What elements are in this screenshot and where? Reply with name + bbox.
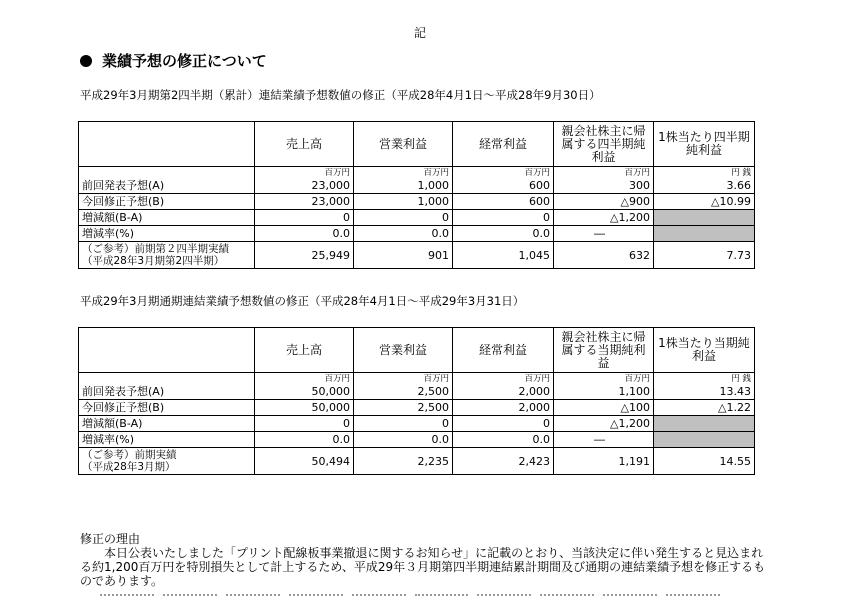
table-row (79, 416, 755, 432)
header-operating-income: 営業利益 (354, 122, 453, 167)
cell: 2,235 (354, 448, 453, 475)
cell: 3.66 (654, 178, 755, 194)
cell: 2,500 (354, 400, 453, 416)
cell: △900 (554, 194, 654, 210)
shaded-cell (654, 210, 755, 226)
row-label: 今回修正予想(B) (79, 400, 255, 416)
row-label: 増減額(B-A) (79, 416, 255, 432)
section-title-text: 業績予想の修正について (102, 52, 267, 70)
unit-blank (79, 167, 255, 179)
cell: 0 (354, 210, 453, 226)
cell: 1,045 (453, 242, 554, 269)
table-row (79, 242, 755, 269)
table-row (79, 226, 755, 242)
cell: 23,000 (255, 178, 354, 194)
cell: 1,100 (554, 384, 654, 400)
shaded-cell (654, 416, 755, 432)
reason-body: 本日公表いたしました「プリント配線板事業撤退に関するお知らせ」に記載のとおり、当該決定に伴い発生すると見込まれる約1,200百万円を特別損失として計上するため、平成29年３月期第四半期連結累計期間及び通期の連結業績予想を修正するものであります。 (80, 546, 766, 588)
cell: 1,191 (554, 448, 654, 475)
table-row (79, 432, 755, 448)
row-label: 増減率(%) (79, 226, 255, 242)
cell: 2,500 (354, 384, 453, 400)
unit-cell: 円 銭 (654, 167, 755, 179)
row-label: 増減額(B-A) (79, 210, 255, 226)
reason-title: 修正の理由 (80, 532, 141, 546)
cropped-next-line (100, 594, 720, 600)
cell: △100 (554, 400, 654, 416)
cell: 0.0 (453, 432, 554, 448)
forecast-table-full-year (78, 327, 755, 475)
header-net-income: 親会社株主に帰属する四半期純利益 (554, 122, 654, 167)
cell: 50,000 (255, 384, 354, 400)
unit-cell: 百万円 (255, 373, 354, 385)
unit-row (79, 373, 755, 385)
header-eps: 1株当たり当期純利益 (654, 328, 755, 373)
cell: 600 (453, 178, 554, 194)
cell: 1,000 (354, 194, 453, 210)
unit-row (79, 167, 755, 179)
header-blank (79, 328, 255, 373)
cell: 0 (354, 416, 453, 432)
header-ordinary-income: 経常利益 (453, 122, 554, 167)
unit-cell: 円 銭 (654, 373, 755, 385)
table-header-row (79, 328, 755, 373)
cell: 0 (453, 210, 554, 226)
cell: 23,000 (255, 194, 354, 210)
row-label-line1: （ご参考）前期第２四半期実績 (82, 243, 229, 255)
unit-cell: 百万円 (453, 373, 554, 385)
table-row (79, 210, 755, 226)
cell: 50,494 (255, 448, 354, 475)
cell: 2,000 (453, 384, 554, 400)
row-label: 増減率(%) (79, 432, 255, 448)
cell: 2,423 (453, 448, 554, 475)
row-label-line2: （平成28年3月期第2四半期） (82, 255, 225, 267)
cell: 0 (255, 210, 354, 226)
cell: 632 (554, 242, 654, 269)
cell: 0.0 (354, 432, 453, 448)
unit-cell: 百万円 (354, 167, 453, 179)
table1-caption: 平成29年3月期第2四半期（累計）連結業績予想数値の修正（平成28年4月1日～平成28年9月30日） (80, 88, 601, 102)
cell: 0.0 (354, 226, 453, 242)
unit-blank (79, 373, 255, 385)
unit-cell: 百万円 (354, 373, 453, 385)
dash-cell: ― (554, 226, 654, 242)
table2-caption: 平成29年3月期通期連結業績予想数値の修正（平成28年4月1日～平成29年3月31日） (80, 294, 525, 308)
table-row (79, 448, 755, 475)
shaded-cell (654, 432, 755, 448)
header-sales: 売上高 (255, 122, 354, 167)
dash-cell: ― (554, 432, 654, 448)
cell: △1,200 (554, 416, 654, 432)
unit-cell: 百万円 (255, 167, 354, 179)
cell: 300 (554, 178, 654, 194)
shaded-cell (654, 226, 755, 242)
table-row (79, 178, 755, 194)
ki-heading: 記 (414, 26, 427, 40)
cropped-previous-line (100, 0, 280, 3)
table-row (79, 194, 755, 210)
row-label: 今回修正予想(B) (79, 194, 255, 210)
cell: 7.73 (654, 242, 755, 269)
row-label: 前回発表予想(A) (79, 384, 255, 400)
header-sales: 売上高 (255, 328, 354, 373)
cell: 25,949 (255, 242, 354, 269)
cell: 1,000 (354, 178, 453, 194)
cell: △1,200 (554, 210, 654, 226)
row-label (79, 448, 255, 475)
header-operating-income: 営業利益 (354, 328, 453, 373)
bullet-icon (80, 55, 92, 67)
cell: 0 (255, 416, 354, 432)
header-ordinary-income: 経常利益 (453, 328, 554, 373)
cell: 0.0 (255, 226, 354, 242)
table-row (79, 384, 755, 400)
forecast-table-q2 (78, 121, 755, 269)
unit-cell: 百万円 (554, 373, 654, 385)
cell: 2,000 (453, 400, 554, 416)
cell: 13.43 (654, 384, 755, 400)
header-blank (79, 122, 255, 167)
unit-cell: 百万円 (453, 167, 554, 179)
cell: 0.0 (255, 432, 354, 448)
header-eps: 1株当たり四半期純利益 (654, 122, 755, 167)
table-header-row (79, 122, 755, 167)
table-row (79, 400, 755, 416)
row-label (79, 242, 255, 269)
cell: △1.22 (654, 400, 755, 416)
cell: 50,000 (255, 400, 354, 416)
row-label-line2: （平成28年3月期） (82, 461, 176, 473)
unit-cell: 百万円 (554, 167, 654, 179)
cell: 14.55 (654, 448, 755, 475)
row-label-line1: （ご参考）前期実績 (82, 449, 177, 461)
cell: △10.99 (654, 194, 755, 210)
header-net-income: 親会社株主に帰属する当期純利益 (554, 328, 654, 373)
row-label: 前回発表予想(A) (79, 178, 255, 194)
section-title (80, 50, 267, 71)
cell: 600 (453, 194, 554, 210)
cell: 0 (453, 416, 554, 432)
cell: 901 (354, 242, 453, 269)
cell: 0.0 (453, 226, 554, 242)
